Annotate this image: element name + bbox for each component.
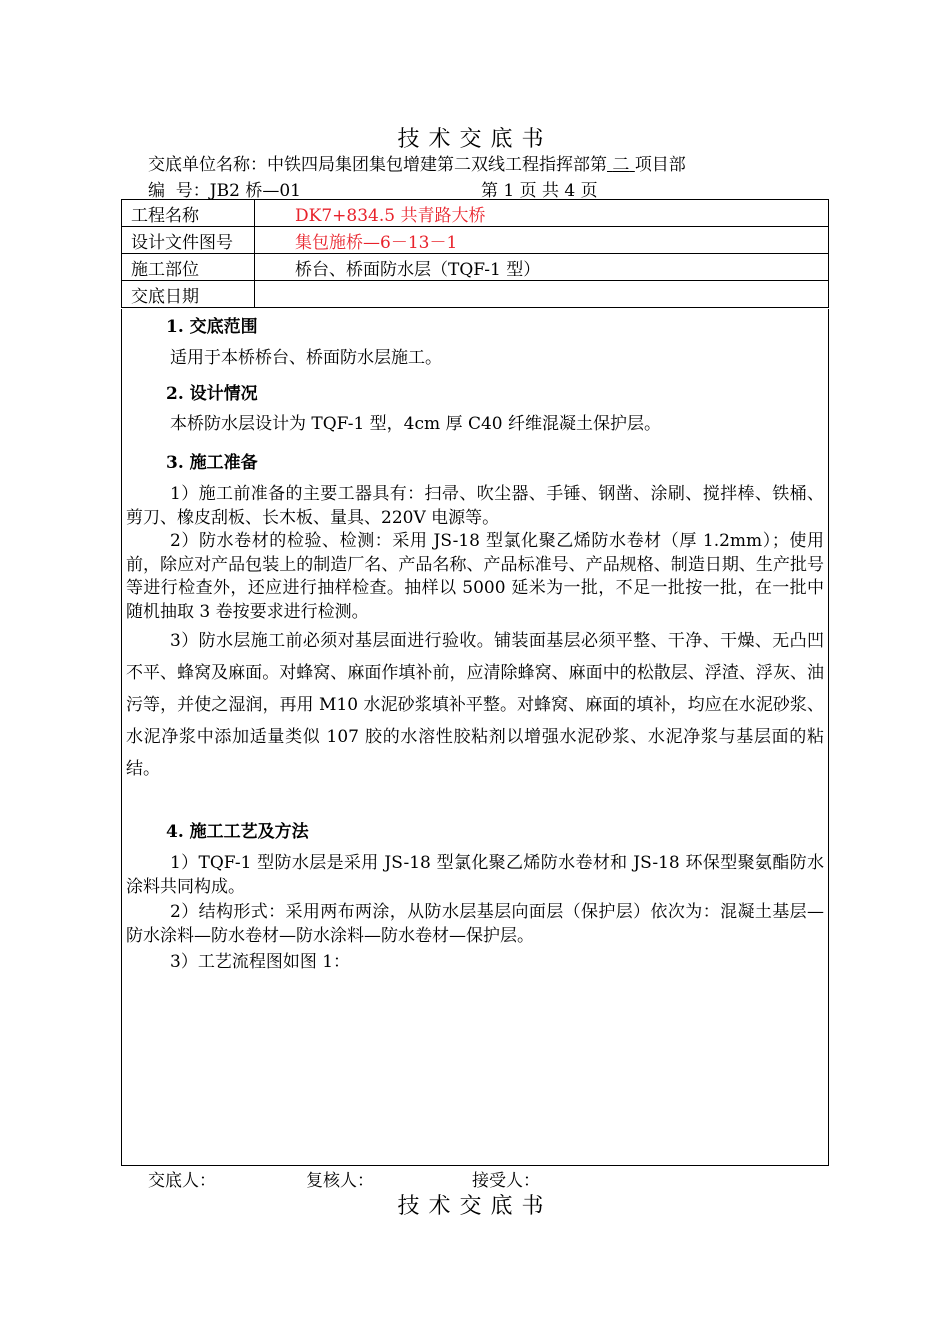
paragraph: 1）TQF-1 型防水层是采用 JS-18 型氯化聚乙烯防水卷材和 JS-18 环保型聚氨酯防水涂料共同构成。: [126, 853, 824, 897]
section-heading: 4. 施工工艺及方法: [166, 822, 309, 842]
info-label: 施工部位: [122, 254, 255, 281]
unit-label: 交底单位名称：中铁四局集团集包增建第二双线工程指挥部第: [148, 155, 607, 175]
paragraph: 本桥防水层设计为 TQF-1 型，4cm 厚 C40 纤维混凝土保护层。: [170, 414, 661, 434]
giver-label: 交底人：: [148, 1171, 216, 1191]
info-row: [122, 254, 829, 281]
unit-number: 二: [612, 155, 630, 175]
info-value: 桥台、桥面防水层（TQF-1 型）: [255, 254, 829, 281]
next-page-title: 技术交底书: [397, 1194, 553, 1219]
receiver-label: 接受人：: [472, 1171, 540, 1191]
info-label: 设计文件图号: [122, 227, 255, 254]
info-row: [122, 200, 829, 227]
unit-suffix: 项目部: [634, 155, 686, 175]
info-table: [121, 199, 829, 308]
reviewer-label: 复核人：: [306, 1171, 374, 1191]
section-heading: 2. 设计情况: [166, 384, 258, 404]
paragraph: 2）防水卷材的检验、检测：采用 JS-18 型氯化聚乙烯防水卷材（厚 1.2mm）；使用前，除应对产品包装上的制造厂名、产品名称、产品标准号、产品规格、制造日期、生产批号等进行检查外，还应进行抽样检查。抽样以 5000 延米为一批，不足一批按一批，在一批中随机抽取 3 卷按要求进行检测。: [126, 531, 824, 622]
info-value: 集包施桥—6－13－1: [255, 227, 829, 254]
content-box: [121, 309, 829, 1166]
info-row: [122, 227, 829, 254]
paragraph: 2）结构形式：采用两布两涂，从防水层基层向面层（保护层）依次为：混凝土基层—防水涂料—防水卷材—防水涂料—防水卷材—保护层。: [126, 902, 824, 946]
info-row: [122, 281, 829, 308]
paragraph: 3）工艺流程图如图 1：: [170, 952, 351, 972]
page-count: 第 1 页 共 4 页: [481, 181, 598, 201]
page-title: 技术交底书: [397, 127, 553, 152]
section-heading: 3. 施工准备: [166, 453, 258, 473]
info-label: 工程名称: [122, 200, 255, 227]
info-value: DK7+834.5 共青路大桥: [255, 200, 829, 227]
paragraph: 3）防水层施工前必须对基层面进行验收。铺装面基层必须平整、干净、干燥、无凸凹不平、蜂窝及麻面。对蜂窝、麻面作填补前，应清除蜂窝、麻面中的松散层、浮渣、浮灰、油污等，并使之湿润，再用 M10 水泥砂浆填补平整。对蜂窝、麻面的填补，均应在水泥砂浆、水泥净浆中添加适量类似 107 胶的水溶性胶粘剂以增强水泥砂浆、水泥净浆与基层面的粘结。: [126, 631, 824, 779]
paragraph: 适用于本桥桥台、桥面防水层施工。: [170, 348, 442, 368]
info-label: 交底日期: [122, 281, 255, 308]
doc-number: 编 号：JB2 桥—01: [148, 181, 301, 201]
unit-line: [148, 150, 686, 175]
info-value: [255, 281, 829, 308]
section-heading: 1. 交底范围: [166, 317, 258, 337]
paragraph: 1）施工前准备的主要工器具有：扫帚、吹尘器、手锤、钢凿、涂刷、搅拌棒、铁桶、剪刀、橡皮刮板、长木板、量具、220V 电源等。: [126, 484, 824, 528]
